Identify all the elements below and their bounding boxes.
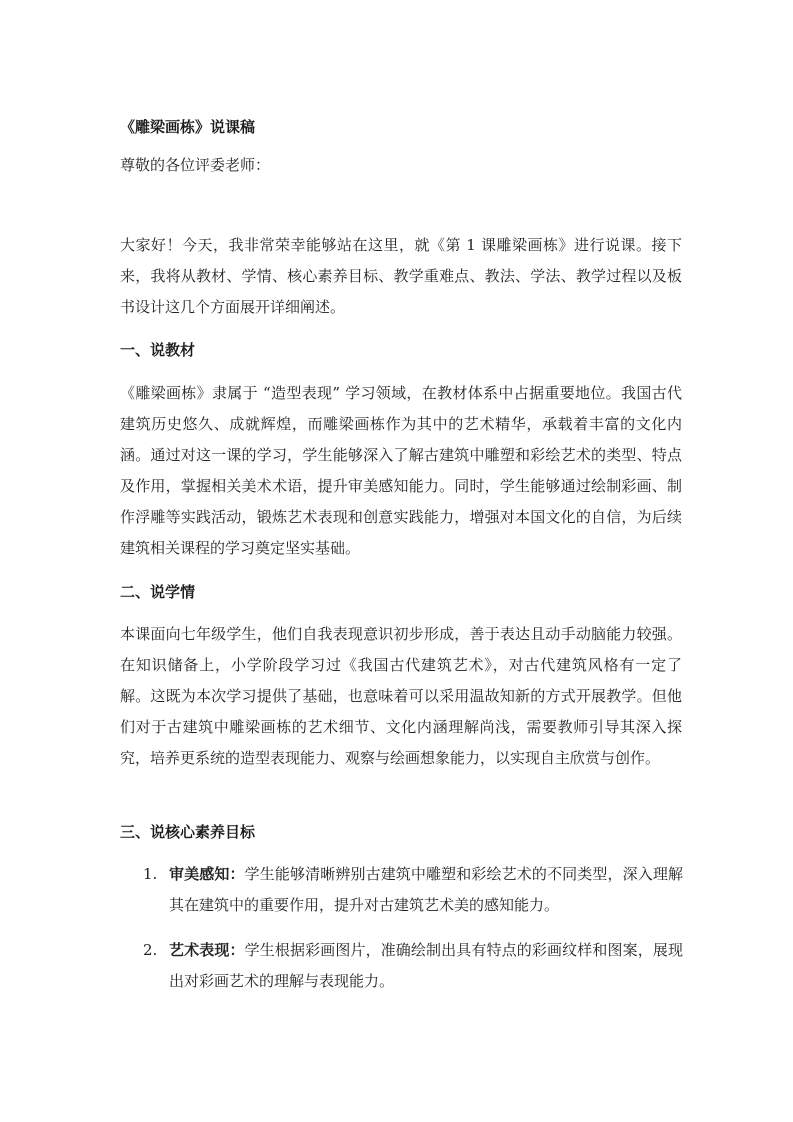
section-heading-students: 二、说学情 [120,583,196,601]
document-title: 《雕梁画栋》说课稿 [120,118,256,136]
intro-paragraph: 大家好！今天，我非常荣幸能够站在这里，就《第 1 课雕梁画栋》进行说课。接下来，我将从教材、学情、核心素养目标、教学重难点、教法、学法、教学过程以及板书设计这几个方面展开详细阐述。 [120,236,682,316]
list-item-number: 1. [143,865,158,883]
list-item-number: 2. [143,941,158,959]
list-item-lead: 审美感知 [169,865,230,883]
section-paragraph-textbook: 《雕梁画栋》隶属于 “造型表现” 学习领域，在教材体系中占据重要地位。我国古代建筑历史悠久、成就辉煌，而雕梁画栋作为其中的艺术精华，承载着丰富的文化内涵。通过对这一课的学习，学生能够深入了解古建筑中雕塑和彩绘艺术的类型、特点及作用，掌握相关美术术语，提升审美感知能力。同时，学生能够通过绘制彩画、制作浮雕等实践活动，锻炼艺术表现和创意实践能力，增强对本国文化的自信，为后续建筑相关课程的学习奠定坚实基础。 [120,384,682,557]
list-item [143,859,683,921]
list-item-colon: ： [229,865,245,883]
list-item-body [169,859,683,921]
list-item-colon: ： [229,941,245,959]
section-heading-textbook: 一、说教材 [120,341,196,359]
section-heading-core-goals: 三、说核心素养目标 [120,823,256,841]
section-paragraph-students: 本课面向七年级学生，他们自我表现意识初步形成，善于表达且动手动脑能力较强。在知识储备上，小学阶段学习过《我国古代建筑艺术》，对古代建筑风格有一定了解。这既为本次学习提供了基础，也意味着可以采用温故知新的方式开展教学。但他们对于古建筑中雕梁画栋的艺术细节、文化内涵理解尚浅，需要教师引导其深入探究，培养更系统的造型表现能力、观察与绘画想象能力，以实现自主欣赏与创作。 [120,625,682,767]
list-item-text: 学生根据彩画图片，准确绘制出具有特点的彩画纹样和图案，展现出对彩画艺术的理解与表现能力。 [169,941,683,990]
list-item-body [169,935,683,997]
list-item-lead: 艺术表现 [169,941,230,959]
salutation: 尊敬的各位评委老师： [120,156,271,174]
list-item-text: 学生能够清晰辨别古建筑中雕塑和彩绘艺术的不同类型，深入理解其在建筑中的重要作用，提升对古建筑艺术美的感知能力。 [169,865,683,914]
list-item [143,935,683,997]
